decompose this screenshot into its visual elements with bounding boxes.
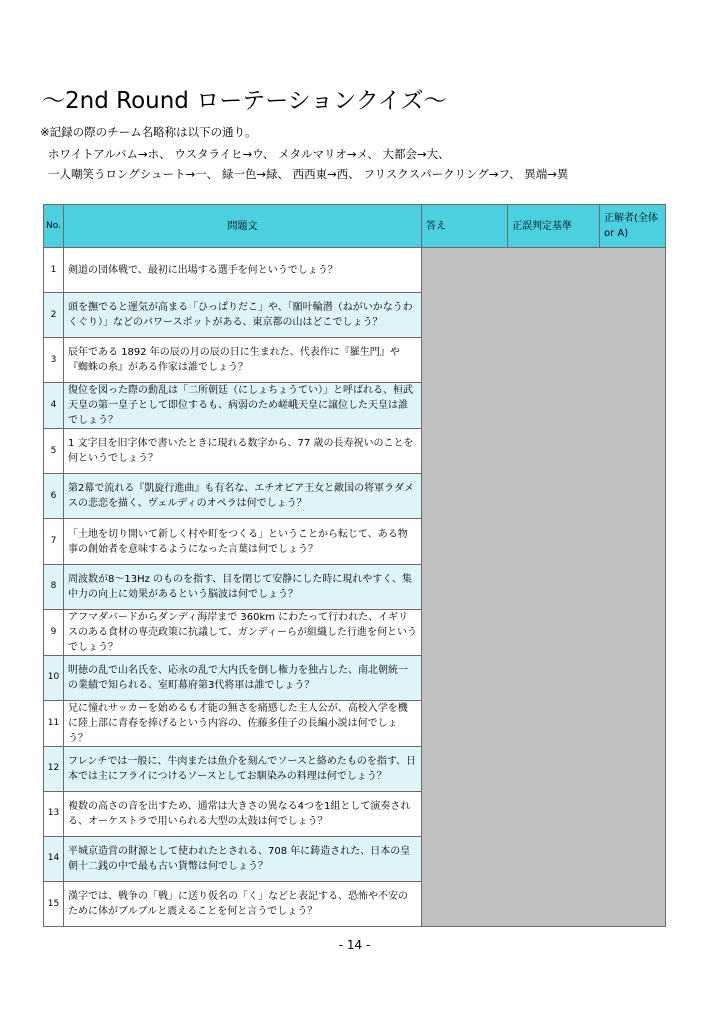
table-header-row [44,205,666,248]
row-number: 6 [44,474,64,519]
question-text: 複数の高さの音を出すため、通常は大きさの異なる4つを1組として演奏される、オーケストラで用いられる大型の太鼓は何でしょう？ [64,791,422,836]
question-text: 漢字では、戦争の「戦」に送り仮名の「く」などと表記する、恐怖や不安のために体がブルブルと震えることを何と言うでしょう？ [64,882,422,927]
header-answer: 答え [422,205,508,248]
page-title: ～2nd Round ローテーションクイズ～ [42,88,447,114]
quiz-table [43,204,666,927]
question-text: 兄に憧れサッカーを始めるも才能の無さを痛感した主人公が、高校入学を機に陸上部に青春を捧げるという内容の、佐藤多佳子の長編小説は何でしょう？ [64,700,422,746]
row-number: 5 [44,429,64,474]
row-number: 1 [44,248,64,293]
header-correct: 正解者(全体 or A) [600,205,666,248]
team-abbreviation-line-2: 一人嘲笑うロングシュート→一、 緑一色→緑、 西西東→西、 フリスクスパークリング→フ、 異端→異 [48,167,569,181]
row-number: 15 [44,882,64,927]
question-text: フレンチでは一般に、牛肉または魚介を刻んでソースと絡めたものを指す、日本では主にフライにつけるソースとしてお馴染みの料理は何でしょう？ [64,746,422,791]
row-number: 2 [44,293,64,338]
header-no: No. [44,205,64,248]
question-text: 復位を図った際の動乱は「二所朝廷（にしょちょうてい）」と呼ばれる、桓武天皇の第一皇子として即位するも、病弱のため嵯峨天皇に譲位した天皇は誰でしょう？ [64,383,422,429]
row-number: 12 [44,746,64,791]
question-text: 明徳の乱で山名氏を、応永の乱で大内氏を倒し権力を独占した、南北朝統一の業績で知られる、室町幕府第3代将軍は誰でしょう？ [64,655,422,700]
question-text: 周波数が8～13Hz のものを指す、目を閉じて安静にした時に現れやすく、集中力の向上に効果があるという脳波は何でしょう？ [64,564,422,609]
question-text: 辰年である 1892 年の辰の月の辰の日に生まれた、代表作に『羅生門』や『蜘蛛の糸』がある作家は誰でしょう？ [64,338,422,383]
row-number: 7 [44,519,64,564]
question-text: 頭を撫でると運気が高まる「ひっぱりだこ」や、「願叶輪潜（ねがいかなうわくぐり）」などのパワースポットがある、東京都の山はどこでしょう？ [64,293,422,338]
question-text: 1 文字目を旧字体で書いたときに現れる数字から、77 歳の長寿祝いのことを何というでしょう？ [64,429,422,474]
header-criteria: 正誤判定基準 [508,205,600,248]
row-number: 13 [44,791,64,836]
row-number: 8 [44,564,64,609]
row-number: 3 [44,338,64,383]
row-number: 10 [44,655,64,700]
question-text: 平城京造営の財源として使われたとされる、708 年に鋳造された、日本の皇朝十二銭の中で最も古い貨幣は何でしょう？ [64,836,422,881]
question-text: 「土地を切り開いて新しく村や町をつくる」ということから転じて、ある物事の創始者を意味するようになった言葉は何でしょう？ [64,519,422,564]
row-number: 4 [44,383,64,429]
header-question: 問題文 [64,205,422,248]
row-number: 14 [44,836,64,881]
team-abbreviation-note: ※記録の際のチーム名略称は以下の通り。 [40,125,257,139]
question-text: 剣道の団体戦で、最初に出場する選手を何というでしょう？ [64,248,422,293]
team-abbreviation-line-1: ホワイトアルバム→ホ、 ウスタライヒ→ウ、 メタルマリオ→メ、 大都会→大、 [48,147,450,161]
page-number: - 14 - [338,938,371,952]
answer-area-blank [422,248,666,927]
row-number: 11 [44,700,64,746]
question-text: 第2幕で流れる『凱旋行進曲』も有名な、エチオピア王女と敵国の将軍ラダメスの悲恋を描く、ヴェルディのオペラは何でしょう？ [64,474,422,519]
row-number: 9 [44,609,64,655]
question-text: アフマダバードからダンディ海岸まで 360km にわたって行われた、イギリスのある食材の専売政策に抗議して、ガンディーらが組織した行進を何というでしょう？ [64,609,422,655]
table-row [44,248,666,293]
